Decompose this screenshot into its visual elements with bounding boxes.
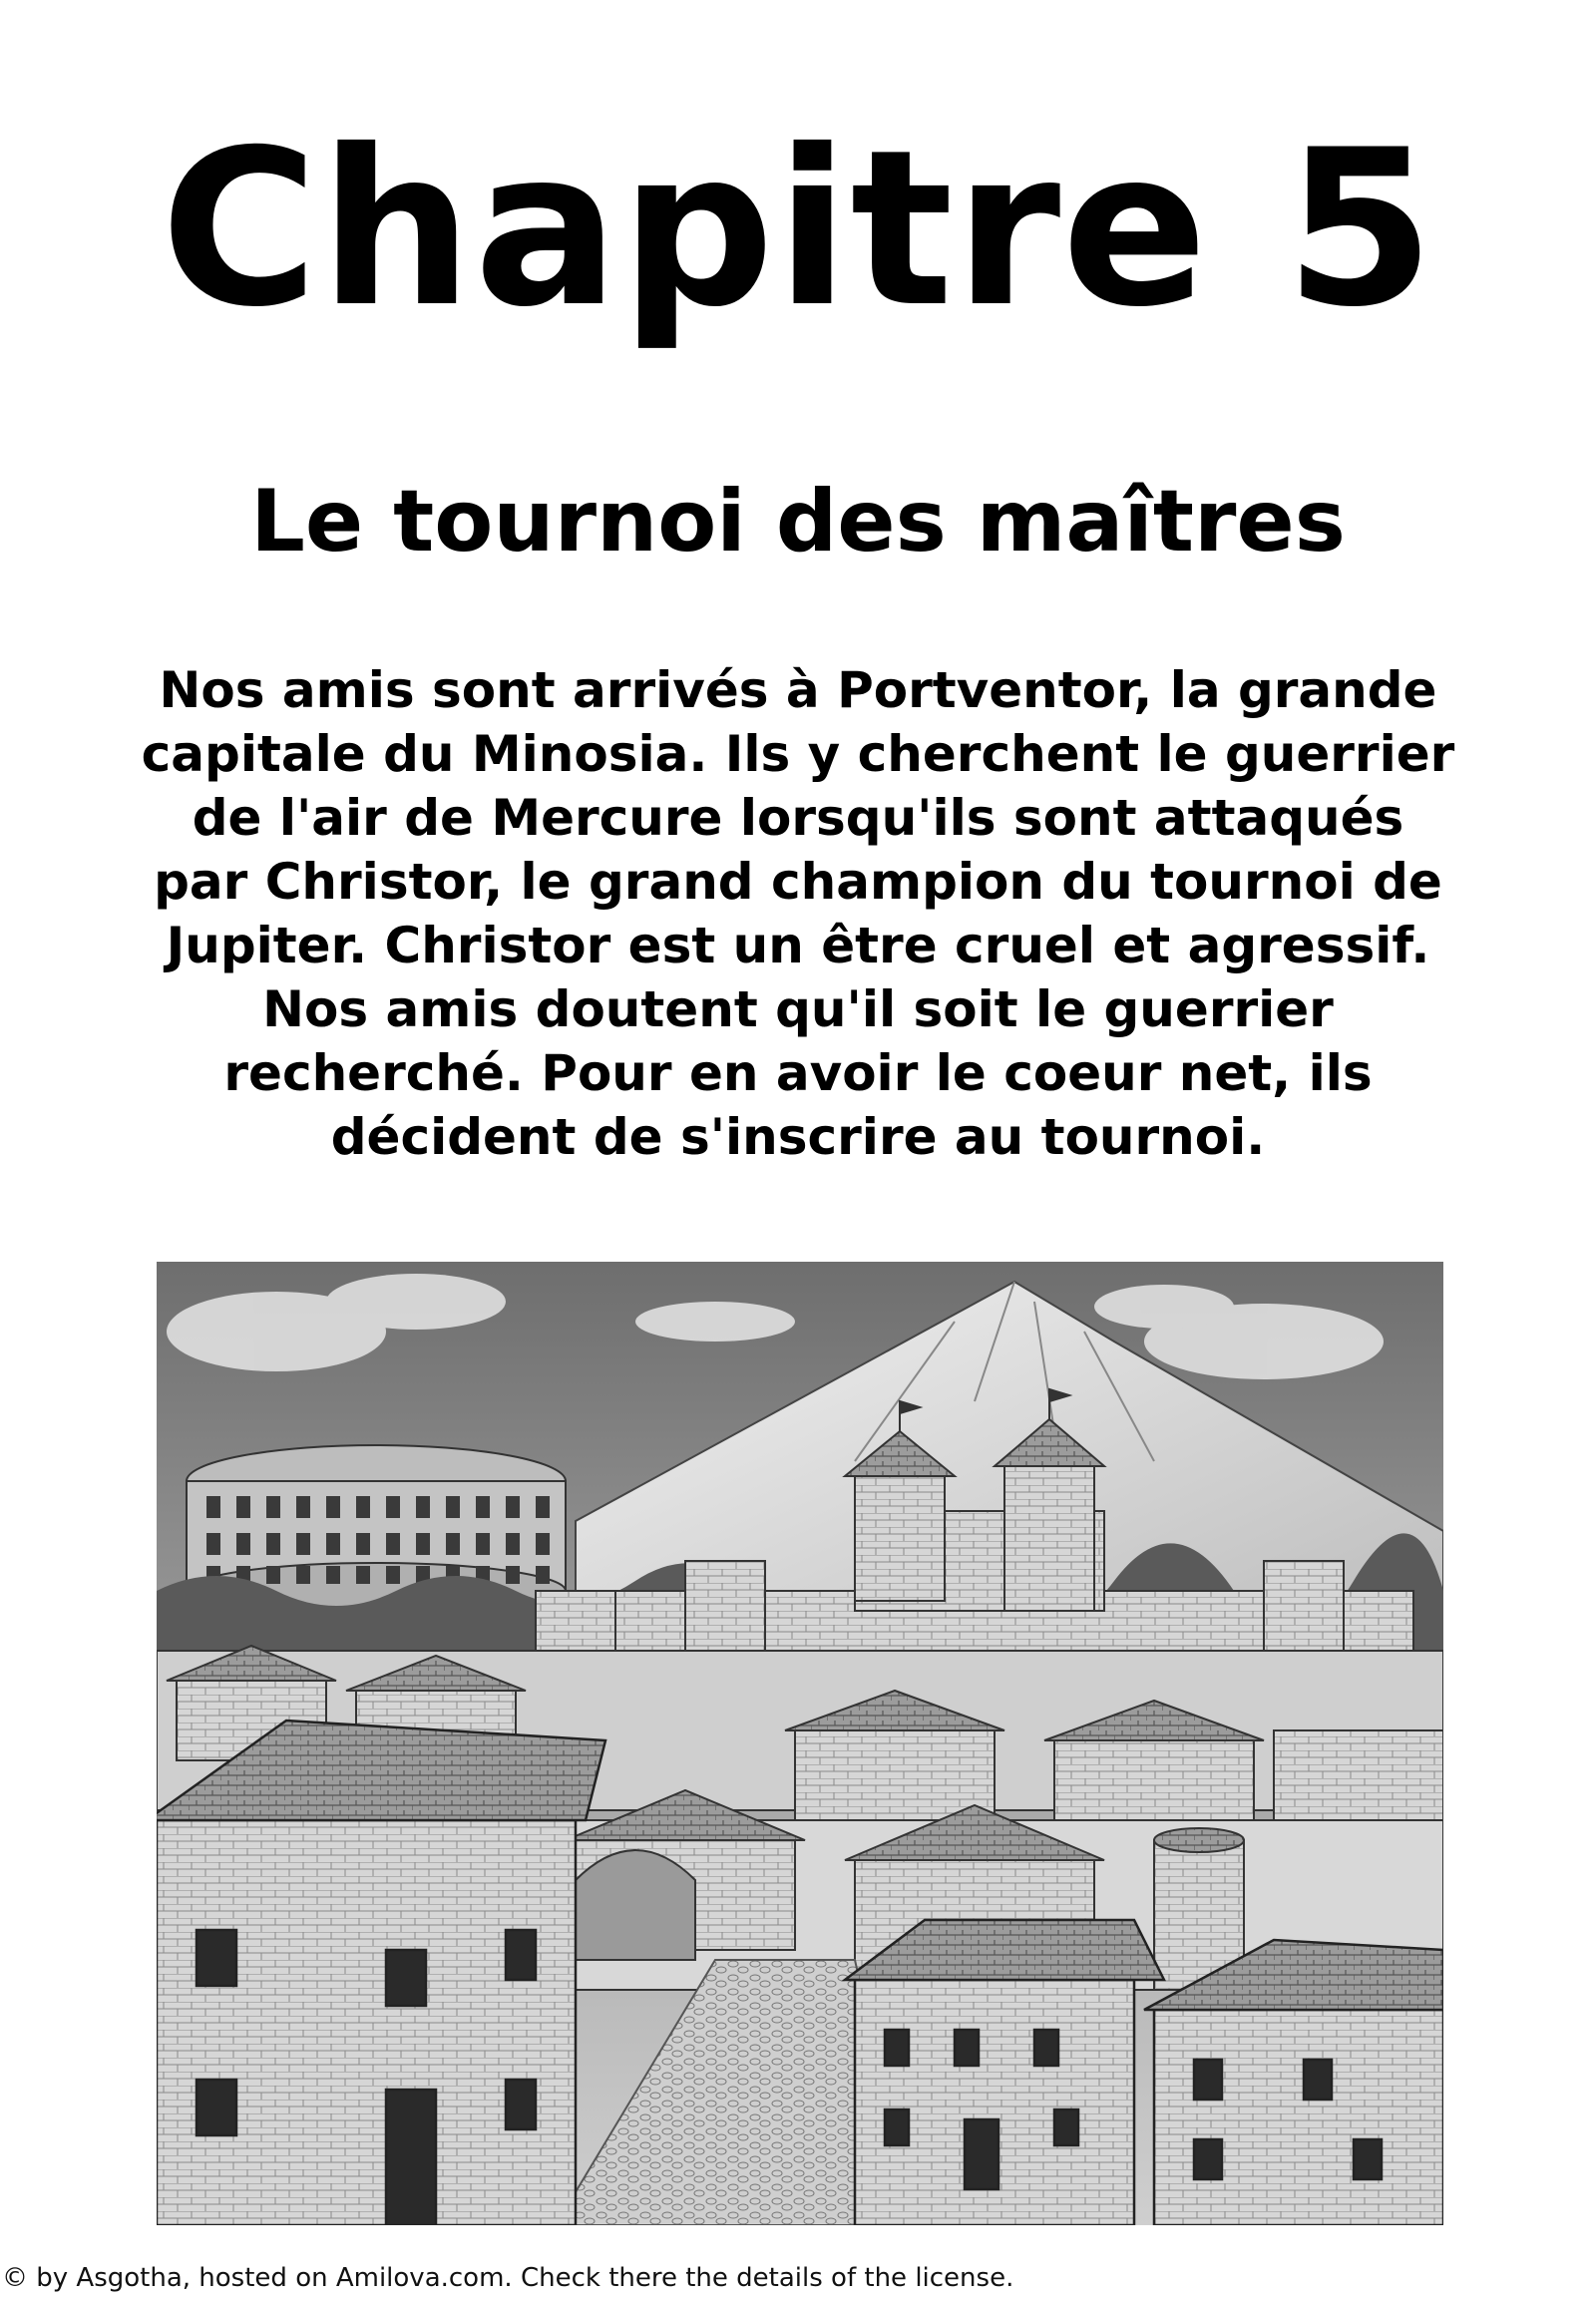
synopsis-line: capitale du Minosia. Ils y cherchent le guerrier bbox=[141, 725, 1455, 783]
chapter-title: Chapitre 5 bbox=[160, 104, 1436, 354]
city-illustration-svg bbox=[157, 1262, 1443, 2225]
synopsis-line: recherché. Pour en avoir le coeur net, ils bbox=[223, 1044, 1373, 1102]
synopsis-line: par Christor, le grand champion du tournoi de bbox=[154, 853, 1442, 911]
synopsis-line: décident de s'inscrire au tournoi. bbox=[330, 1108, 1266, 1166]
footer-credit: © by Asgotha, hosted on Amilova.com. Check there the details of the license. bbox=[2, 2263, 1014, 2293]
chapter-subtitle: Le tournoi des maîtres bbox=[250, 472, 1346, 572]
city-illustration bbox=[157, 1262, 1443, 2225]
synopsis-line: Nos amis sont arrivés à Portventor, la grande bbox=[159, 661, 1437, 719]
foreground-house-left bbox=[157, 1721, 605, 2225]
synopsis-line: de l'air de Mercure lorsqu'ils sont attaqués bbox=[192, 789, 1404, 847]
synopsis-line: Jupiter. Christor est un être cruel et agressif. bbox=[166, 917, 1430, 974]
synopsis-line: Nos amis doutent qu'il soit le guerrier bbox=[262, 980, 1334, 1038]
chapter-synopsis bbox=[90, 658, 1506, 1169]
